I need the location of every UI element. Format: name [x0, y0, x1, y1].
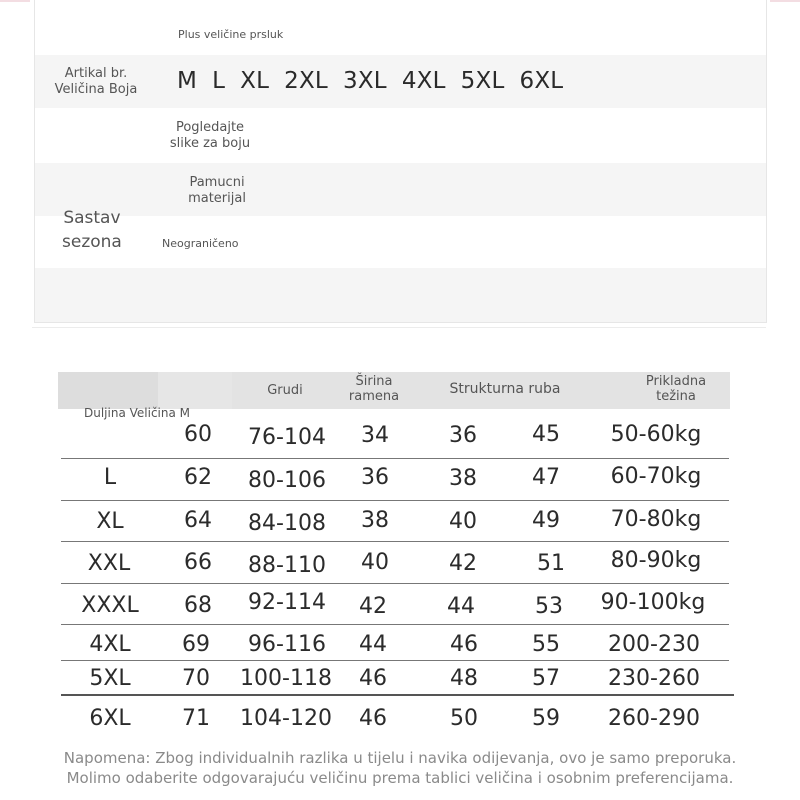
cell-length: 60	[184, 422, 212, 447]
size-option: 6XL	[519, 68, 564, 94]
cell-length: 62	[184, 465, 212, 490]
info-band	[35, 268, 766, 322]
cell-shoulder: 46	[359, 706, 387, 731]
size-option: 4XL	[401, 68, 446, 94]
cell-size: XXL	[87, 551, 131, 576]
cell-shoulder: 44	[359, 632, 387, 657]
header-length-size: Duljina Veličina M	[84, 406, 191, 420]
cell-size: XL	[96, 509, 124, 534]
note-line: Molimo odaberite odgovarajuću veličinu prema tablici veličina i osobnim preferencijama.	[66, 769, 734, 787]
available-sizes	[177, 68, 563, 94]
cell-extra: 59	[532, 706, 560, 731]
header-shade	[158, 372, 232, 409]
cell-length: 70	[182, 666, 210, 691]
cell-size: 5XL	[89, 666, 131, 691]
cell-shoulder: 46	[359, 666, 387, 691]
cell-weight: 200-230	[608, 632, 700, 657]
row-divider	[61, 541, 729, 542]
cell-chest: 76-104	[248, 425, 326, 450]
cell-length: 69	[182, 632, 210, 657]
cell-shoulder: 38	[361, 508, 389, 533]
cell-hem: 50	[450, 706, 478, 731]
cell-shoulder: 36	[361, 465, 389, 490]
row-divider	[61, 694, 734, 696]
cell-size: 6XL	[89, 706, 131, 731]
cell-weight: 80-90kg	[610, 548, 702, 573]
cell-weight: 70-80kg	[610, 507, 702, 532]
cell-extra: 55	[532, 632, 560, 657]
cell-extra: 51	[537, 551, 565, 576]
composition-label: Sastav	[63, 208, 121, 228]
color-line: Pogledajte	[175, 120, 245, 135]
cell-chest: 80-106	[248, 468, 326, 493]
size-note	[0, 748, 800, 788]
header-weight-line: težina	[656, 389, 696, 404]
season-label: sezona	[62, 232, 122, 252]
top-edge-accent	[0, 0, 30, 2]
cell-chest: 104-120	[240, 706, 332, 731]
cell-extra: 47	[532, 465, 560, 490]
cell-length: 64	[184, 508, 212, 533]
size-option: 3XL	[342, 68, 387, 94]
cell-length: 71	[182, 706, 210, 731]
cell-chest: 92-114	[248, 590, 326, 615]
season-value: Neograničeno	[162, 237, 239, 250]
size-option: M	[177, 68, 198, 94]
note-line: Napomena: Zbog individualnih razlika u tijelu i navika odijevanja, ovo je samo preporuka.	[63, 749, 737, 767]
article-label: Artikal br.	[64, 66, 128, 81]
cell-extra: 49	[532, 508, 560, 533]
row-divider	[61, 660, 729, 661]
cell-hem: 44	[447, 594, 475, 619]
panel-divider	[32, 327, 766, 328]
material-info	[167, 175, 267, 207]
top-edge-accent	[770, 0, 800, 2]
header-shade	[58, 372, 158, 409]
article-size-color-label	[44, 66, 148, 98]
cell-shoulder: 40	[361, 550, 389, 575]
size-option: 2XL	[284, 68, 328, 94]
header-weight-line: Prikladna	[645, 374, 707, 389]
cell-extra: 53	[535, 594, 563, 619]
header-weight	[638, 374, 714, 404]
cell-weight: 60-70kg	[610, 464, 702, 489]
size-option: 5XL	[460, 68, 505, 94]
row-divider	[61, 583, 729, 584]
row-divider	[61, 458, 729, 459]
cell-weight: 50-60kg	[610, 422, 702, 447]
cell-hem: 46	[450, 632, 478, 657]
size-color-label: Veličina Boja	[54, 82, 138, 97]
cell-extra: 57	[532, 666, 560, 691]
product-name: Plus veličine prsluk	[178, 28, 284, 41]
size-option: L	[212, 68, 226, 94]
cell-weight: 260-290	[608, 706, 700, 731]
header-shoulder-line: ramena	[348, 389, 400, 404]
cell-hem: 48	[450, 666, 478, 691]
row-divider	[61, 624, 729, 625]
cell-hem: 36	[449, 423, 477, 448]
cell-chest: 88-110	[248, 553, 326, 578]
cell-chest: 96-116	[248, 632, 326, 657]
material-line: Pamucni	[189, 175, 245, 190]
cell-length: 66	[184, 550, 212, 575]
cell-weight: 230-260	[608, 666, 700, 691]
cell-length: 68	[184, 593, 212, 618]
cell-chest: 100-118	[240, 666, 332, 691]
cell-chest: 84-108	[248, 511, 326, 536]
product-info-panel	[34, 0, 767, 323]
cell-size: 4XL	[89, 632, 131, 657]
material-line: materijal	[188, 191, 246, 206]
color-line: slike za boju	[169, 136, 251, 151]
header-shoulder-line: Širina	[355, 374, 393, 389]
info-band	[35, 163, 766, 216]
composition-season-label	[62, 206, 122, 254]
header-hem: Strukturna ruba	[449, 381, 561, 397]
cell-shoulder: 34	[361, 423, 389, 448]
cell-size: XXXL	[81, 593, 139, 618]
size-option: XL	[240, 68, 270, 94]
cell-shoulder: 42	[359, 594, 387, 619]
cell-size: L	[103, 465, 117, 490]
cell-hem: 40	[449, 509, 477, 534]
cell-hem: 42	[449, 551, 477, 576]
header-shoulder	[343, 374, 405, 404]
header-chest: Grudi	[267, 383, 303, 398]
row-divider	[61, 500, 729, 501]
cell-extra: 45	[532, 422, 560, 447]
cell-hem: 38	[449, 466, 477, 491]
cell-weight: 90-100kg	[600, 590, 706, 615]
color-info	[160, 120, 260, 152]
